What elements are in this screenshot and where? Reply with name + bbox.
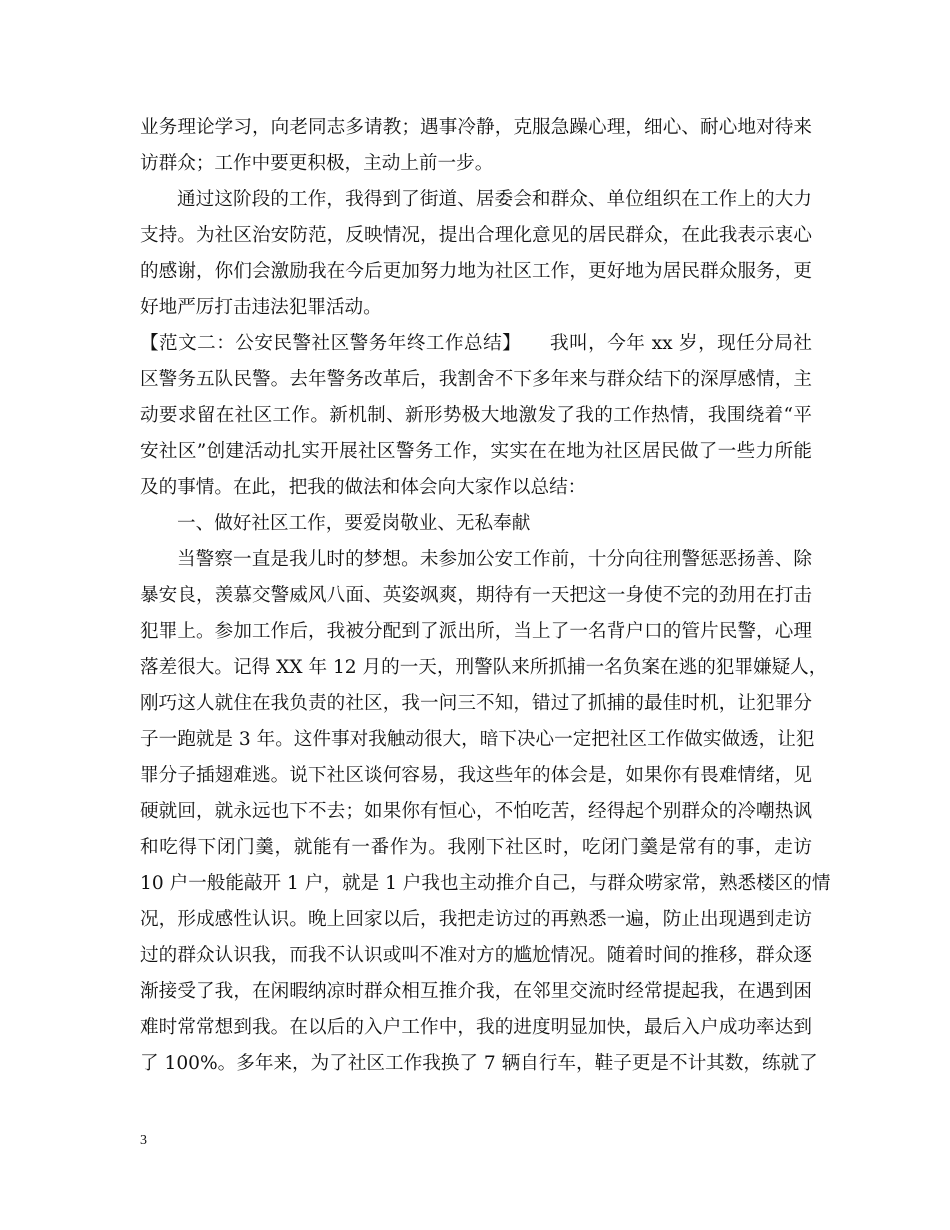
text-line: 硬就回，就永远也下不去；如果你有恒心，不怕吃苦，经得起个别群众的冷嘲热讽 <box>140 801 812 822</box>
text-line: 动要求留在社区工作。新机制、新形势极大地激发了我的工作热情，我围绕着“平 <box>140 405 812 426</box>
text-line: 落差很大。记得 XX 年 12 月的一天，刑警队来所抓捕一名负案在逃的犯罪嫌疑人， <box>140 657 828 678</box>
text-line: 及的事情。在此，把我的做法和体会向大家作以总结： <box>140 477 587 498</box>
page-number: 3 <box>140 1133 147 1148</box>
text-line: 况，形成感性认识。晚上回家以后，我把走访过的再熟悉一遍，防止出现遇到走访 <box>140 909 812 930</box>
text-line: 的感谢，你们会激励我在今后更加努力地为社区工作，更好地为居民群众服务，更 <box>140 261 812 282</box>
text-line: 和吃得下闭门羹，就能有一番作为。我刚下社区时，吃闭门羹是常有的事，走访 <box>140 837 812 858</box>
text-line: 支持。为社区治安防范，反映情况，提出合理化意见的居民群众，在此我表示衷心 <box>140 225 812 246</box>
text-line: 10 户一般能敲开 1 户，就是 1 户我也主动推介自己，与群众唠家常，熟悉楼区的情 <box>140 873 831 894</box>
section-heading-line: 【范文二：公安民警社区警务年终工作总结】 我叫，今年 xx 岁，现任分局社 <box>140 333 812 354</box>
subheading-line: 一、做好社区工作，要爱岗敬业、无私奉献 <box>177 513 531 534</box>
text-line: 好地严厉打击违法犯罪活动。 <box>140 297 382 318</box>
text-line: 访群众；工作中要更积极，主动上前一步。 <box>140 153 494 174</box>
text-line: 当警察一直是我儿时的梦想。未参加公安工作前，十分向往刑警惩恶扬善、除 <box>177 549 812 570</box>
text-line: 过的群众认识我，而我不认识或叫不准对方的尴尬情况。随着时间的推移，群众逐 <box>140 945 812 966</box>
text-line: 刚巧这人就住在我负责的社区，我一问三不知，错过了抓捕的最佳时机，让犯罪分 <box>140 693 812 714</box>
text-line: 渐接受了我，在闲暇纳凉时群众相互推介我，在邻里交流时经常提起我，在遇到困 <box>140 981 812 1002</box>
text-line: 业务理论学习，向老同志多请教；遇事冷静，克服急躁心理，细心、耐心地对待来 <box>140 117 812 138</box>
text-line: 区警务五队民警。去年警务改革后，我割舍不下多年来与群众结下的深厚感情，主 <box>140 369 812 390</box>
text-line: 通过这阶段的工作，我得到了街道、居委会和群众、单位组织在工作上的大力 <box>177 189 812 210</box>
text-line: 子一跑就是 3 年。这件事对我触动很大，暗下决心一定把社区工作做实做透，让犯 <box>140 729 815 750</box>
text-line: 犯罪上。参加工作后，我被分配到了派出所，当上了一名背户口的管片民警，心理 <box>140 621 812 642</box>
text-line: 了 100%。多年来，为了社区工作我换了 7 辆自行车，鞋子更是不计其数，练就了 <box>140 1053 818 1074</box>
text-line: 难时常常想到我。在以后的入户工作中，我的进度明显加快，最后入户成功率达到 <box>140 1017 812 1038</box>
text-line: 暴安良，羡慕交警威风八面、英姿飒爽，期待有一天把这一身使不完的劲用在打击 <box>140 585 812 606</box>
text-line: 罪分子插翅难逃。说下社区谈何容易，我这些年的体会是，如果你有畏难情绪，见 <box>140 765 812 786</box>
text-line: 安社区”创建活动扎实开展社区警务工作，实实在在地为社区居民做了一些力所能 <box>140 441 812 462</box>
